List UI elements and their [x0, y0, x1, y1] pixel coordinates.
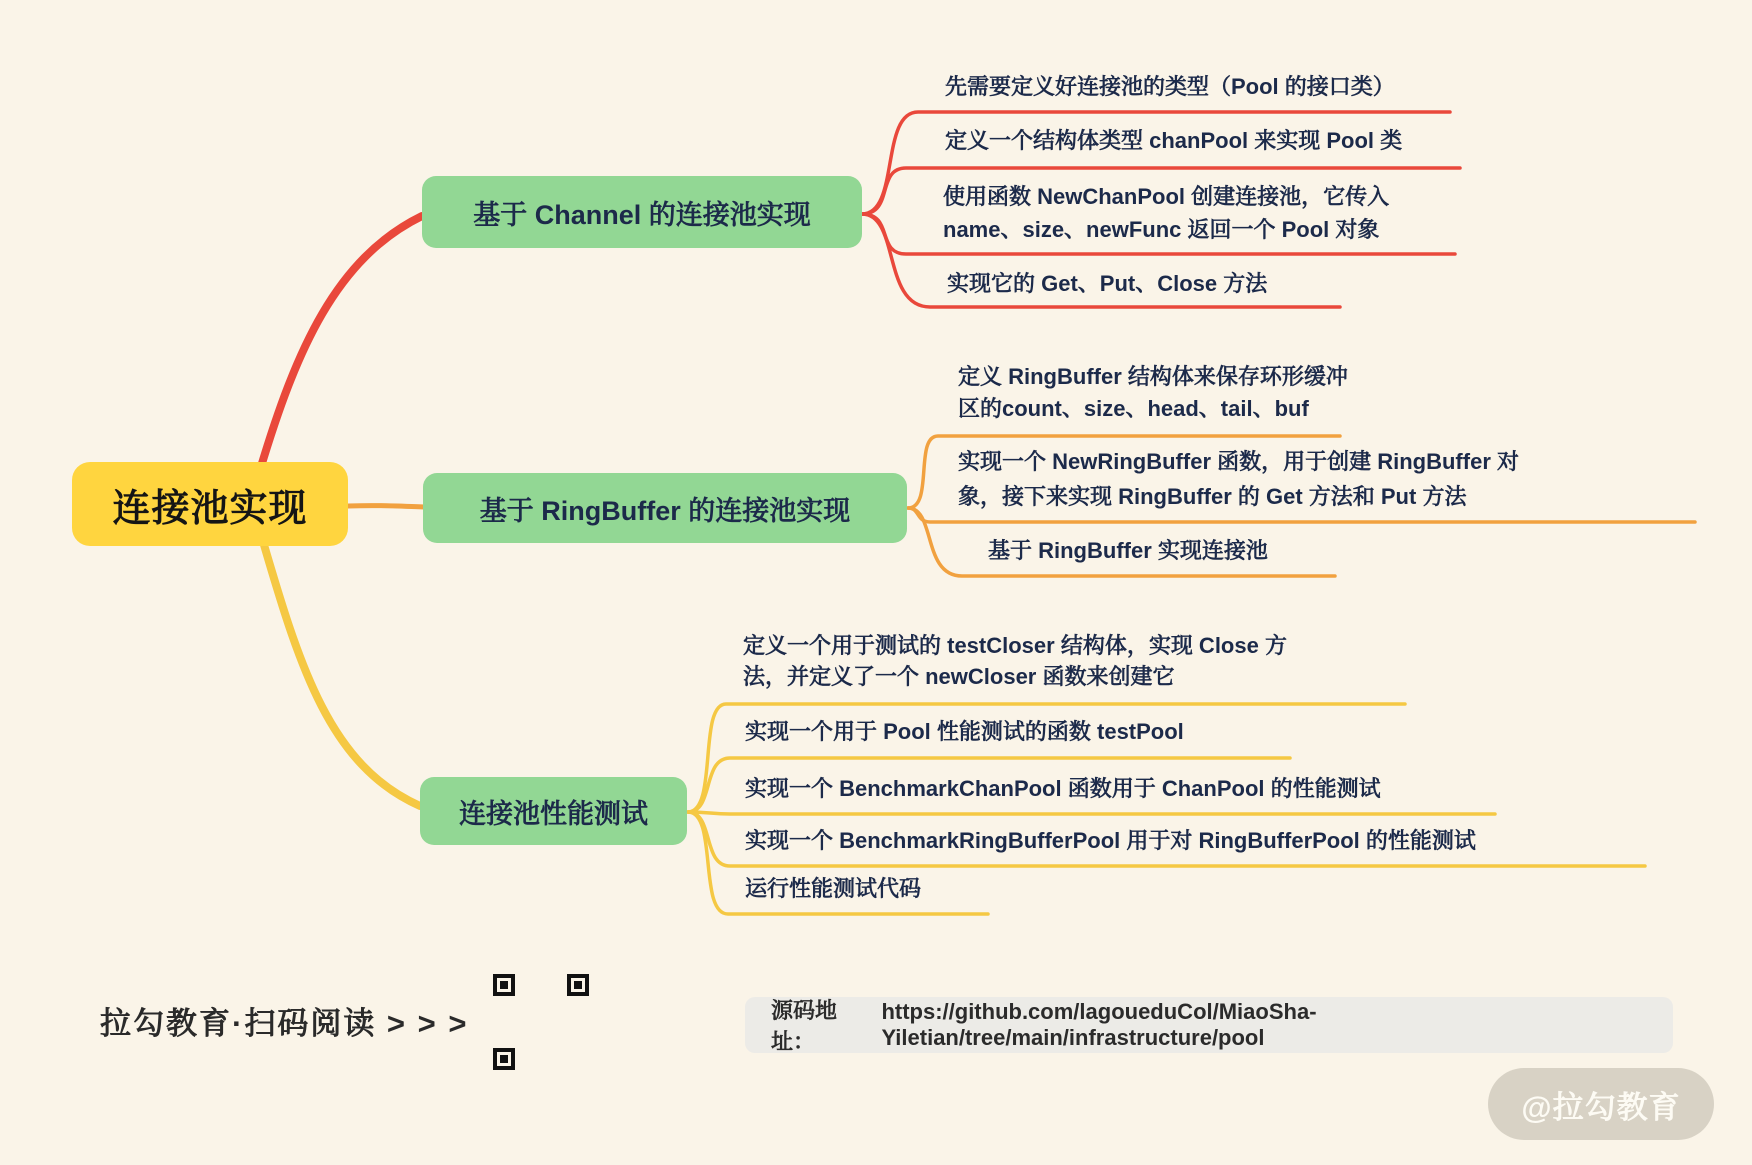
leaf-ringbuffer-1-line2[interactable]: 区的count、size、head、tail、buf — [958, 396, 1309, 421]
leaf-channel-1[interactable]: 先需要定义好连接池的类型（Pool 的接口类） — [945, 74, 1395, 99]
qr-finder-icon — [493, 1048, 515, 1070]
leaf-performance-1-line1[interactable]: 定义一个用于测试的 testCloser 结构体，实现 Close 方 — [743, 633, 1287, 658]
source-url: https://github.com/lagoueduCol/MiaoSha-Yiletian/tree/main/infrastructure/pool — [881, 999, 1317, 1050]
leaf-performance-3[interactable]: 实现一个 BenchmarkChanPool 函数用于 ChanPool 的性能测试 — [745, 776, 1381, 801]
branch-node-channel[interactable]: 基于 Channel 的连接池实现 — [422, 176, 862, 248]
branch-curve-ringbuffer — [348, 506, 424, 507]
brand-caption: 拉勾教育·扫码阅读 > > > — [100, 1006, 469, 1041]
leaf-channel-3-line2[interactable]: name、size、newFunc 返回一个 Pool 对象 — [943, 217, 1380, 242]
leaf-performance-5[interactable]: 运行性能测试代码 — [745, 876, 922, 901]
qr-finder-icon — [567, 974, 589, 996]
source-url-bar — [745, 997, 1673, 1053]
leaf-ringbuffer-1-line1[interactable]: 定义 RingBuffer 结构体来保存环形缓冲 — [958, 364, 1348, 389]
leaf-ringbuffer-3[interactable]: 基于 RingBuffer 实现连接池 — [988, 538, 1268, 563]
leaf-channel-3-line1[interactable]: 使用函数 NewChanPool 创建连接池，它传入 — [943, 184, 1390, 209]
leaf-ringbuffer-2-line2[interactable]: 象，接下来实现 RingBuffer 的 Get 方法和 Put 方法 — [958, 484, 1467, 509]
qr-code — [493, 974, 589, 1070]
watermark-badge: @拉勾教育 — [1488, 1068, 1714, 1140]
root-node[interactable]: 连接池实现 — [72, 462, 348, 546]
leaf-performance-4[interactable]: 实现一个 BenchmarkRingBufferPool 用于对 RingBufferPool 的性能测试 — [745, 828, 1476, 853]
branch-curve-performance — [262, 538, 420, 806]
branch-node-performance[interactable]: 连接池性能测试 — [420, 777, 687, 845]
source-label: 源码地址： — [771, 998, 838, 1054]
qr-finder-icon — [493, 974, 515, 996]
leaf-channel-2[interactable]: 定义一个结构体类型 chanPool 来实现 Pool 类 — [945, 128, 1403, 153]
branch-curve-channel — [260, 216, 422, 470]
leaf-ringbuffer-2-line1[interactable]: 实现一个 NewRingBuffer 函数，用于创建 RingBuffer 对 — [958, 449, 1519, 474]
leaf-performance-2[interactable]: 实现一个用于 Pool 性能测试的函数 testPool — [745, 719, 1184, 744]
leaf-channel-4[interactable]: 实现它的 Get、Put、Close 方法 — [947, 271, 1268, 296]
branch-node-ringbuffer[interactable]: 基于 RingBuffer 的连接池实现 — [423, 473, 907, 543]
leaf-performance-1-line2[interactable]: 法，并定义了一个 newCloser 函数来创建它 — [743, 664, 1175, 689]
